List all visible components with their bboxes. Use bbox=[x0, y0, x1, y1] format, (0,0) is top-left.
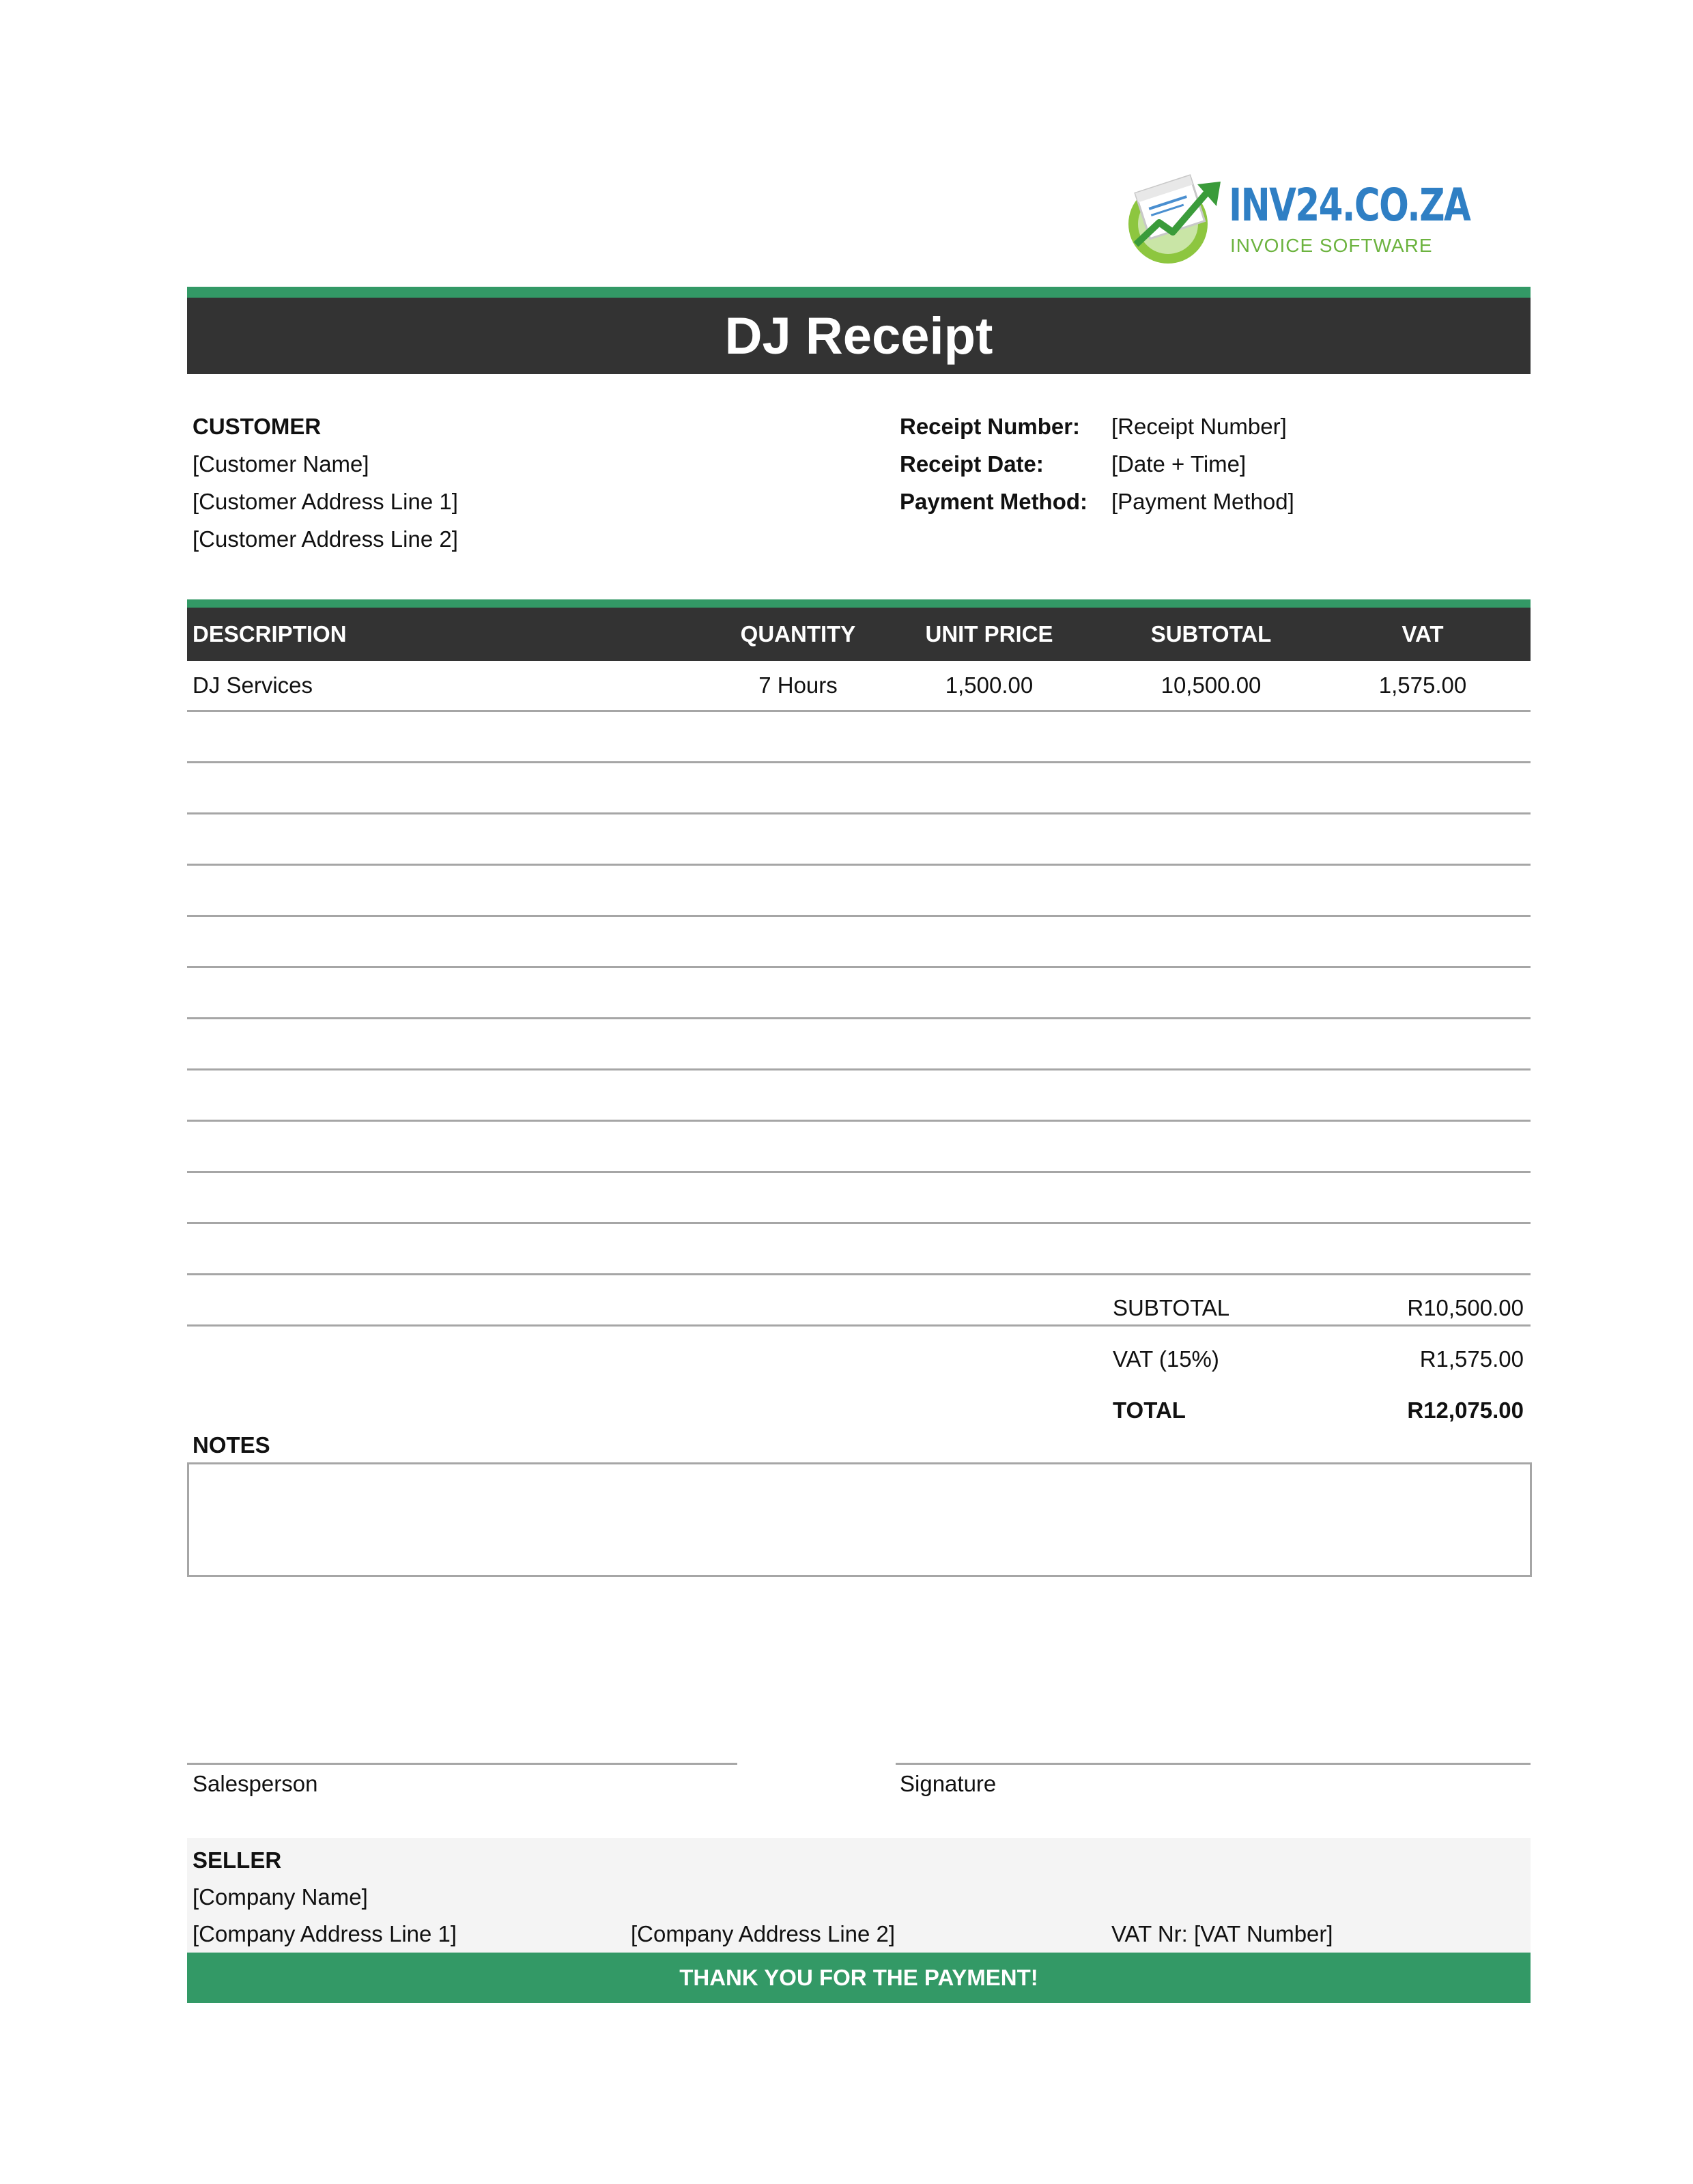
table-row bbox=[187, 1019, 1531, 1070]
row-subtotal: 10,500.00 bbox=[1161, 672, 1262, 698]
payment-method-label: Payment Method: bbox=[900, 489, 1088, 514]
row-quantity: 7 Hours bbox=[758, 672, 838, 698]
title-accent-strip bbox=[187, 287, 1531, 298]
customer-address-line-1: [Customer Address Line 1] bbox=[193, 489, 458, 514]
customer-name: [Customer Name] bbox=[193, 451, 369, 477]
seller-heading: SELLER bbox=[193, 1847, 282, 1873]
subtotal-label: SUBTOTAL bbox=[1113, 1295, 1230, 1320]
table-row bbox=[187, 917, 1531, 968]
column-header-subtotal: SUBTOTAL bbox=[1150, 621, 1272, 647]
logo-tagline: INVOICE SOFTWARE bbox=[1230, 235, 1433, 256]
page-title: DJ Receipt bbox=[187, 298, 1531, 374]
company-logo bbox=[1117, 164, 1233, 266]
row-description: DJ Services bbox=[193, 672, 313, 698]
table-header bbox=[187, 608, 1531, 661]
column-header-quantity: QUANTITY bbox=[740, 621, 856, 647]
table-row bbox=[187, 661, 1531, 712]
notes-box[interactable] bbox=[187, 1462, 1532, 1577]
seller-address-line-1: [Company Address Line 1] bbox=[193, 1921, 457, 1946]
column-header-unit-price: UNIT PRICE bbox=[925, 621, 1053, 647]
thank-you-banner: THANK YOU FOR THE PAYMENT! bbox=[187, 1953, 1531, 2003]
table-row bbox=[187, 763, 1531, 814]
column-header-description: DESCRIPTION bbox=[193, 621, 347, 647]
notes-heading: NOTES bbox=[193, 1432, 270, 1458]
receipt-date-label: Receipt Date: bbox=[900, 451, 1044, 477]
customer-heading: CUSTOMER bbox=[193, 414, 322, 439]
total-label: TOTAL bbox=[1113, 1398, 1186, 1423]
receipt-date-value: [Date + Time] bbox=[1111, 451, 1247, 477]
salesperson-label: Salesperson bbox=[193, 1771, 318, 1796]
table-row bbox=[187, 814, 1531, 866]
payment-method-value: [Payment Method] bbox=[1111, 489, 1294, 514]
table-row bbox=[187, 1275, 1531, 1327]
table-accent-strip bbox=[187, 599, 1531, 608]
table-row bbox=[187, 866, 1531, 917]
seller-vat-number: VAT Nr: [VAT Number] bbox=[1111, 1921, 1333, 1946]
seller-address-line-2: [Company Address Line 2] bbox=[631, 1921, 896, 1946]
row-unit-price: 1,500.00 bbox=[945, 672, 1034, 698]
subtotal-value: R10,500.00 bbox=[1407, 1295, 1524, 1320]
vat-value: R1,575.00 bbox=[1419, 1346, 1524, 1372]
logo-wordmark: INV24.CO.ZA bbox=[1229, 179, 1470, 231]
table-row bbox=[187, 1224, 1531, 1275]
vat-label: VAT (15%) bbox=[1113, 1346, 1219, 1372]
total-value: R12,075.00 bbox=[1407, 1398, 1524, 1423]
table-row bbox=[187, 968, 1531, 1019]
customer-address-line-2: [Customer Address Line 2] bbox=[193, 526, 458, 552]
row-vat: 1,575.00 bbox=[1378, 672, 1467, 698]
logo-graphic bbox=[1117, 164, 1233, 266]
salesperson-line bbox=[187, 1763, 737, 1765]
table-row bbox=[187, 712, 1531, 763]
table-row bbox=[187, 1070, 1531, 1122]
table-row bbox=[187, 1122, 1531, 1173]
table-row bbox=[187, 1173, 1531, 1224]
receipt-number-value: [Receipt Number] bbox=[1111, 414, 1287, 439]
seller-company-name: [Company Name] bbox=[193, 1884, 368, 1910]
receipt-number-label: Receipt Number: bbox=[900, 414, 1081, 439]
column-header-vat: VAT bbox=[1402, 621, 1444, 647]
signature-label: Signature bbox=[900, 1771, 997, 1796]
signature-line bbox=[896, 1763, 1531, 1765]
